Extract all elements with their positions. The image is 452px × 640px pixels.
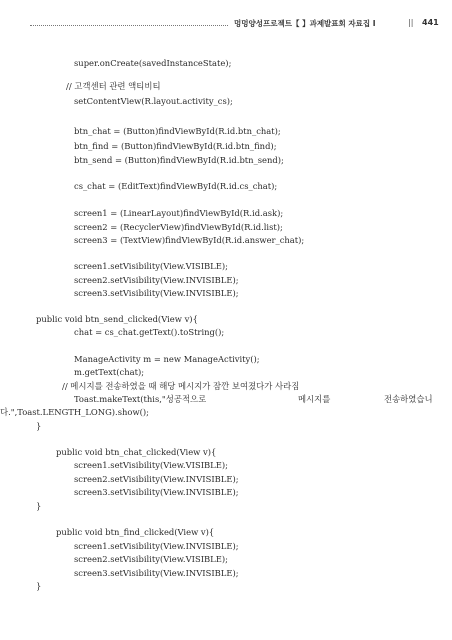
code-line: screen1.setVisibility(View.INVISIBLE); [74, 541, 239, 551]
code-comment: // 고객센터 관련 액티비티 [66, 81, 161, 91]
code-line: screen2.setVisibility(View.INVISIBLE); [74, 275, 239, 285]
code-line: btn_chat = (Button)findViewById(R.id.btn_chat); [74, 126, 281, 136]
code-line: screen2.setVisibility(View.VISIBLE); [74, 554, 228, 564]
code-line: screen3.setVisibility(View.INVISIBLE); [74, 487, 239, 497]
header-title: 멍멍양성프로젝트【 】과제발표회 자료집 I [234, 19, 376, 28]
code-comment: // 메시지를 전송하였을 때 해당 메시지가 잠깐 보여졌다가 사라짐 [62, 381, 300, 391]
code-line: cs_chat = (EditText)findViewById(R.id.cs_chat); [74, 181, 278, 191]
code-brace: } [36, 501, 42, 511]
code-line: public void btn_find_clicked(View v){ [56, 527, 215, 537]
code-line: btn_find = (Button)findViewById(R.id.btn_find); [74, 141, 277, 151]
code-line: super.onCreate(savedInstanceState); [74, 58, 232, 68]
page-number: 441 [422, 18, 439, 27]
code-brace: } [36, 421, 42, 431]
code-line: public void btn_chat_clicked(View v){ [56, 447, 217, 457]
code-line: 다.",Toast.LENGTH_LONG).show(); [0, 407, 149, 417]
code-line: screen1 = (LinearLayout)findViewById(R.id.ask); [74, 208, 284, 218]
code-line: chat = cs_chat.getText().toString(); [74, 327, 225, 337]
code-line-fragment: 메시지를 [298, 394, 331, 404]
code-line: screen3 = (TextView)findViewById(R.id.answer_chat); [74, 235, 305, 245]
header-separator: || [408, 18, 414, 27]
code-brace: } [36, 581, 42, 591]
code-line: screen3.setVisibility(View.INVISIBLE); [74, 568, 239, 578]
code-line: screen2.setVisibility(View.INVISIBLE); [74, 474, 239, 484]
code-line-fragment: 전송하였습니 [384, 394, 433, 404]
code-line: screen1.setVisibility(View.VISIBLE); [74, 261, 228, 271]
code-line: btn_send = (Button)findViewById(R.id.btn_send); [74, 155, 284, 165]
code-line: Toast.makeText(this,"성공적으로 [74, 394, 207, 404]
code-line: screen1.setVisibility(View.VISIBLE); [74, 460, 228, 470]
code-line: public void btn_send_clicked(View v){ [36, 314, 198, 324]
code-line: setContentView(R.layout.activity_cs); [74, 96, 233, 106]
code-line: screen3.setVisibility(View.INVISIBLE); [74, 288, 239, 298]
code-line: m.getText(chat); [74, 367, 145, 377]
code-line: ManageActivity m = new ManageActivity(); [74, 354, 260, 364]
code-line: screen2 = (RecyclerView)findViewById(R.id.list); [74, 222, 283, 232]
